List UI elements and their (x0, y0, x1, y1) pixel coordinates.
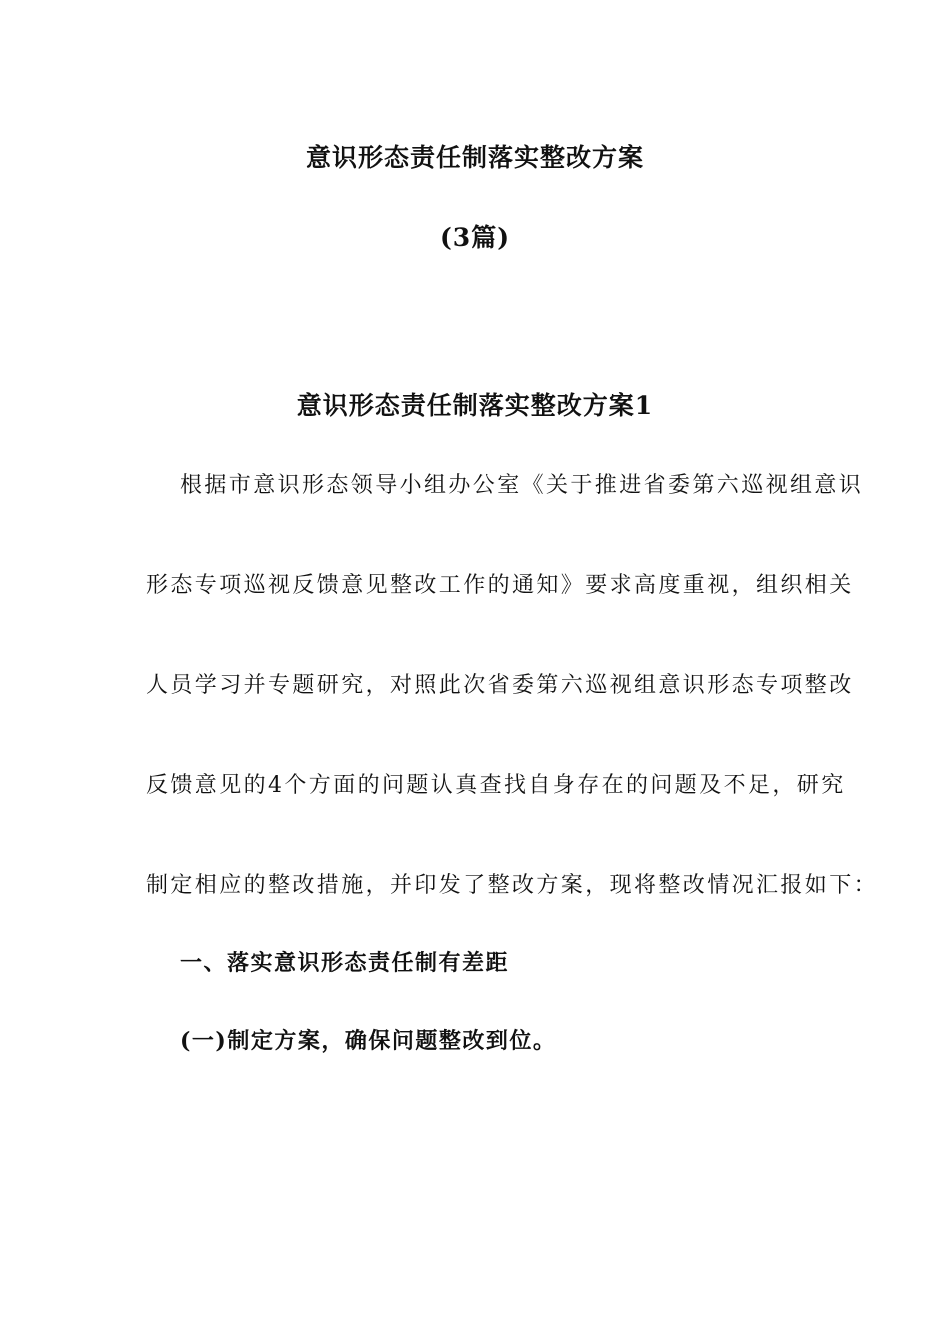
paragraph-line: 人员学习并专题研究，对照此次省委第六巡视组意识形态专项整改 (146, 673, 854, 698)
paragraph-line: 反馈意见的4个方面的问题认真查找自身存在的问题及不足，研究 (146, 773, 846, 798)
subsection-heading: (一)制定方案，确保问题整改到位。 (180, 1028, 557, 1054)
section-title: 意识形态责任制落实整改方案1 (296, 391, 654, 420)
document-subtitle: (3篇) (439, 223, 511, 252)
section-heading: 一、落实意识形态责任制有差距 (180, 950, 510, 976)
paragraph-line: 制定相应的整改措施，并印发了整改方案，现将整改情况汇报如下： (146, 873, 879, 898)
document-title: 意识形态责任制落实整改方案 (305, 143, 644, 172)
paragraph-line: 形态专项巡视反馈意见整改工作的通知》要求高度重视，组织相关 (146, 573, 854, 598)
paragraph-line: 根据市意识形态领导小组办公室《关于推进省委第六巡视组意识 (180, 473, 864, 498)
